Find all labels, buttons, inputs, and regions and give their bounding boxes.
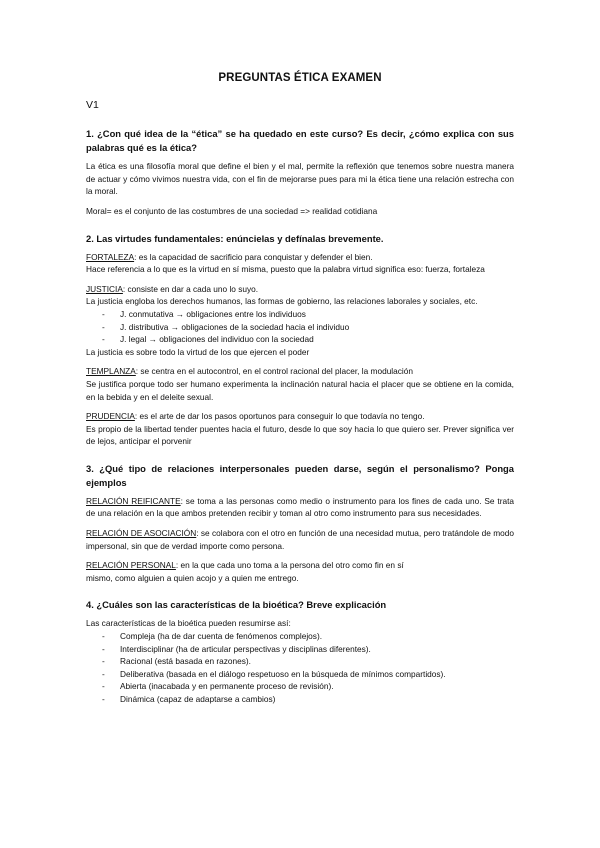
question-1: 1. ¿Con qué idea de la “ética” se ha quedado en este curso? Es decir, ¿cómo explica con sus palabras qué es la ética? (86, 128, 514, 154)
justicia-definition: JUSTICIA: consiste en dar a cada uno lo suyo. (86, 283, 259, 294)
justicia-end: La justicia es sobre todo la virtud de los que ejercen el poder (86, 346, 310, 357)
question-2: 2. Las virtudes fundamentales: enúncielas y defínalas brevemente. (86, 232, 384, 244)
document-page (86, 72, 514, 706)
justicia-term: JUSTICIA (86, 283, 123, 294)
relacion-personal: RELACIÓN PERSONAL: en la que cada uno toma a la persona del otro como fin en sí mismo, como alguien a quien acojo y a quien me entrego. (86, 560, 404, 583)
answer-1: La ética es una filosofía moral que define el bien y el mal, permite la reflexión que tenemos sobre nuestra manera de actuar y cómo vivimos nuestra vida, con el fin de mejorarse pues para mi la ética tiene una relación estrecha con la moral. (86, 161, 514, 197)
prudencia-body: Es propio de la libertad tender puentes hacia el futuro, desde lo que soy hacia lo que quiero ser. Prever significa ver de lejos, anticipar el porvenir (86, 423, 514, 447)
bioetica-list (86, 630, 514, 706)
relacion-asociacion: RELACIÓN DE ASOCIACIÓN: se colabora con el otro en función de una necesidad mutua, pero tratándole de modo impersonal, sin que de verdad importe como persona. (86, 528, 514, 551)
relacion-personal-term: RELACIÓN PERSONAL (86, 560, 176, 571)
list-item: - Deliberativa (basada en el diálogo respetuoso en la búsqueda de mínimos compartidos). (86, 668, 514, 681)
list-item: - Compleja (ha de dar cuenta de fenómenos complejos). (86, 630, 514, 643)
fortaleza-body: Hace referencia a lo que es la virtud en sí misma, puesto que la palabra virtud significa eso: fuerza, fortaleza (86, 264, 485, 275)
list-item: - Racional (está basada en razones). (86, 655, 514, 668)
list-item: - Abierta (inacabada y en permanente proceso de revisión). (86, 680, 514, 693)
document-title: PREGUNTAS ÉTICA EXAMEN (218, 72, 382, 84)
relacion-reificante-term: RELACIÓN REIFICANTE (86, 495, 181, 506)
list-item: - J. legal → obligaciones del individuo con la sociedad (86, 333, 514, 346)
list-item: - Interdisciplinar (ha de articular perspectivas y disciplinas diferentes). (86, 643, 514, 656)
templanza-body: Se justifica porque todo ser humano experimenta la inclinación natural hacia el placer que se obtiene en la comida, en la bebida y en el deleite sexual. (86, 378, 514, 402)
justicia-body: La justicia engloba los derechos humanos, las formas de gobierno, las relaciones laborales y sociales, etc. (86, 296, 478, 307)
fortaleza-term: FORTALEZA (86, 251, 135, 262)
prudencia-definition: PRUDENCIA: es el arte de dar los pasos oportunos para conseguir lo que todavía no tengo. (86, 411, 425, 422)
relacion-asociacion-term: RELACIÓN DE ASOCIACIÓN (86, 528, 197, 539)
moral-definition: Moral= es el conjunto de las costumbres de una sociedad => realidad cotidiana (86, 205, 378, 216)
prudencia-term: PRUDENCIA (86, 411, 135, 422)
question-4: 4. ¿Cuáles son las características de la bioética? Breve explicación (86, 599, 387, 611)
fortaleza-definition: FORTALEZA: es la capacidad de sacrificio para conquistar y defender el bien. (86, 251, 373, 262)
templanza-definition: TEMPLANZA: se centra en el autocontrol, en el control racional del placer, la modulación (86, 366, 413, 377)
bioetica-intro: Las características de la bioética pueden resumirse así: (86, 618, 291, 629)
justicia-list (86, 308, 514, 346)
version-label: V1 (86, 98, 99, 111)
list-item: - Dinámica (capaz de adaptarse a cambios) (86, 693, 514, 706)
relacion-reificante: RELACIÓN REIFICANTE: se toma a las personas como medio o instrumento para los fines de cada uno. Se trata de una relación en la que ambos pretenden recibir y toman al otro como instrumento para sus necesidades. (86, 495, 515, 519)
list-item: - J. conmutativa → obligaciones entre los individuos (86, 308, 514, 321)
list-item: - J. distributiva → obligaciones de la sociedad hacia el individuo (86, 321, 514, 334)
question-3: 3. ¿Qué tipo de relaciones interpersonales pueden darse, según el personalismo? Ponga ejemplos (86, 462, 514, 488)
templanza-term: TEMPLANZA (86, 366, 136, 377)
